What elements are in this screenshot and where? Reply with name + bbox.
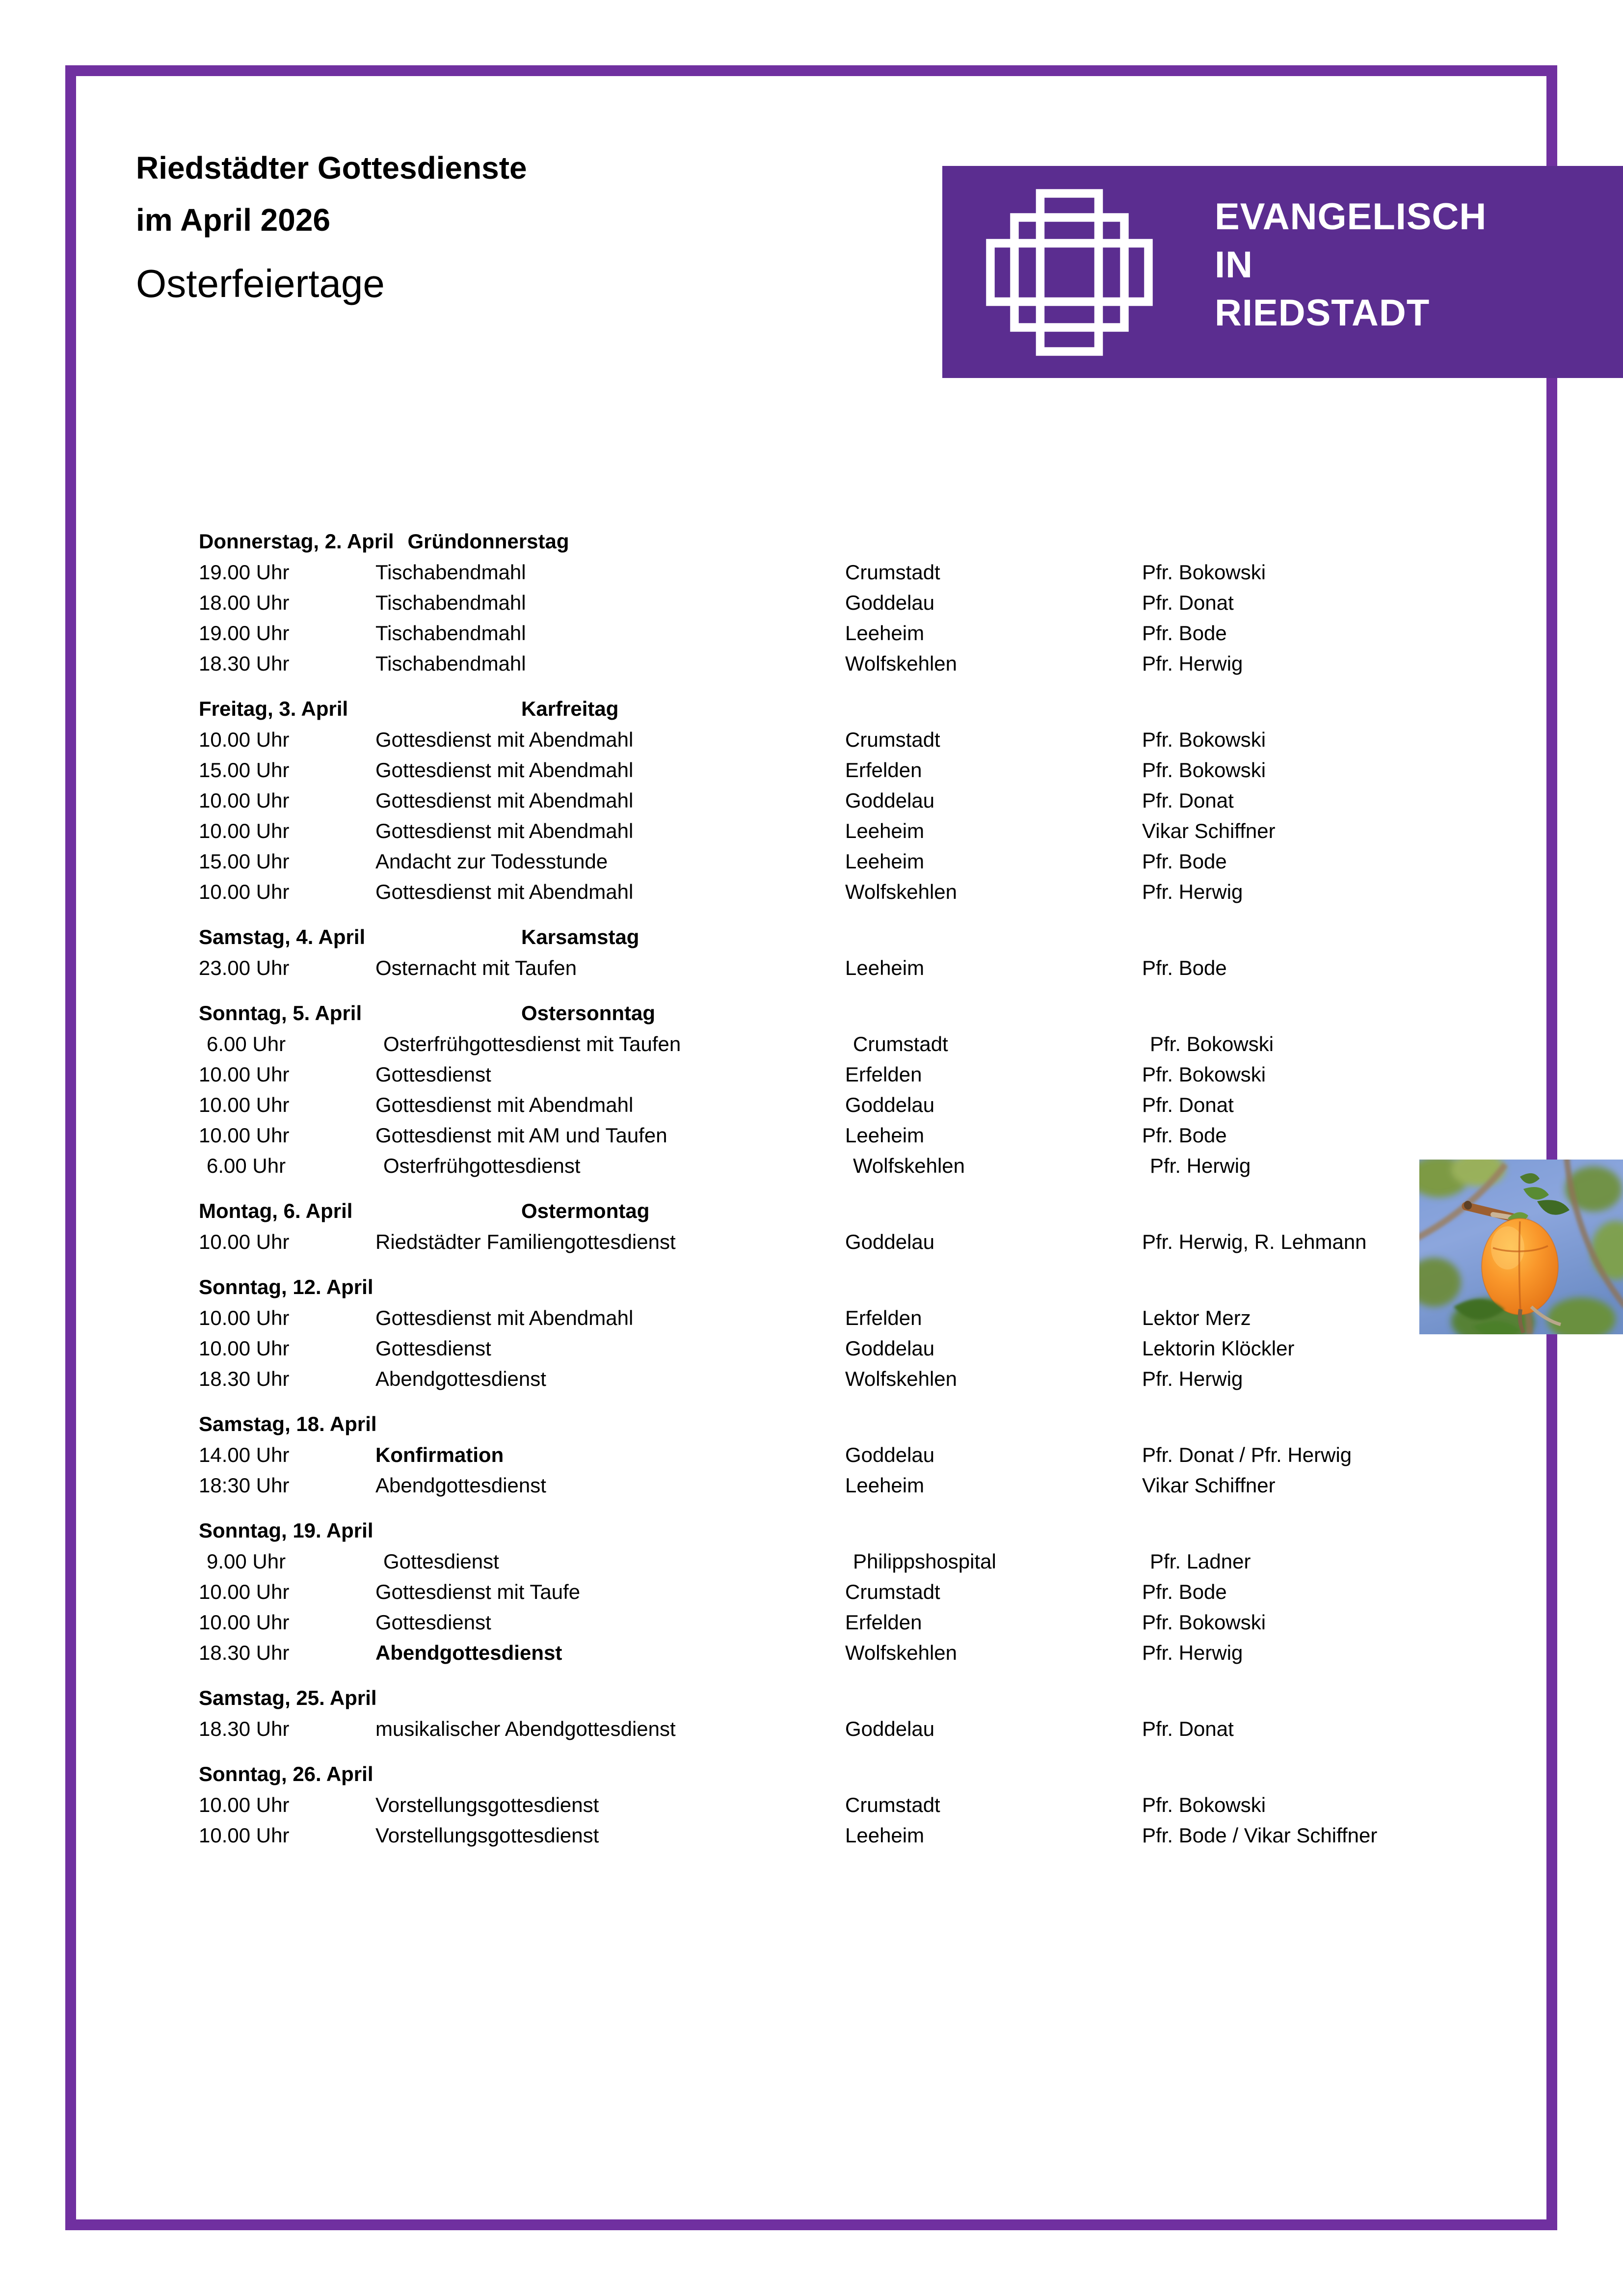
service-description: Gottesdienst [383,1550,499,1573]
service-description: Osterfrühgottesdienst [383,1154,581,1177]
service-leader: Pfr. Donat / Pfr. Herwig [1142,1443,1352,1466]
service-row [199,821,1563,851]
logo-line-2: IN [1215,244,1253,286]
service-time: 23.00 Uhr [199,956,290,979]
service-description: Gottesdienst mit AM und Taufen [375,1124,667,1147]
service-location: Wolfskehlen [845,652,958,675]
page-subtitle: im April 2026 [136,202,331,238]
day-date: Sonntag, 26. April [199,1762,373,1785]
service-leader: Pfr. Herwig [1142,880,1243,903]
service-time: 10.00 Uhr [199,1124,290,1147]
service-location: Wolfskehlen [845,880,958,903]
service-leader: Pfr. Bokowski [1142,561,1266,584]
service-time: 10.00 Uhr [199,1230,290,1253]
service-location: Leeheim [845,850,925,873]
service-description: Riedstädter Familiengottesdienst [375,1230,676,1253]
service-leader: Lektor Merz [1142,1306,1251,1329]
day-header [199,531,1563,552]
service-leader: Pfr. Herwig [1150,1154,1251,1177]
day-date: Samstag, 18. April [199,1412,377,1435]
service-leader: Pfr. Bode [1142,850,1227,873]
service-time: 10.00 Uhr [199,819,290,842]
service-location: Wolfskehlen [845,1641,958,1664]
day-header [199,1414,1563,1434]
service-row [199,958,1563,988]
day-block [199,1414,1563,1506]
service-description: Gottesdienst mit Abendmahl [375,1093,634,1116]
service-description: Gottesdienst mit Abendmahl [375,1306,634,1329]
service-leader: Pfr. Bokowski [1150,1032,1274,1055]
service-row [199,882,1563,912]
service-location: Goddelau [845,1443,935,1466]
service-schedule [199,531,1563,1856]
service-leader: Pfr. Bokowski [1142,758,1266,782]
service-location: Leeheim [845,819,925,842]
service-row [199,851,1563,882]
page-title: Riedstädter Gottesdienste [136,150,527,186]
service-row [199,1125,1563,1156]
service-row [199,562,1563,593]
service-location: Goddelau [845,789,935,812]
service-row [199,1475,1563,1506]
service-description: Tischabendmahl [375,652,526,675]
service-time: 18.30 Uhr [199,1367,290,1390]
service-row [199,1064,1563,1095]
service-leader: Pfr. Bokowski [1142,728,1266,751]
day-header [199,1277,1563,1297]
day-date: Sonntag, 12. April [199,1275,373,1298]
service-time: 10.00 Uhr [199,1063,290,1086]
service-leader: Pfr. Herwig [1142,1641,1243,1664]
service-row [199,593,1563,623]
service-time: 10.00 Uhr [199,880,290,903]
service-description: Gottesdienst mit Abendmahl [375,789,634,812]
service-description: Tischabendmahl [375,561,526,584]
service-leader: Pfr. Bokowski [1142,1793,1266,1816]
service-time: 10.00 Uhr [199,1306,290,1329]
service-location: Crumstadt [845,1580,940,1603]
service-leader: Pfr. Bode [1142,621,1227,645]
service-location: Goddelau [845,591,935,614]
service-description: Gottesdienst mit Abendmahl [375,758,634,782]
service-description: Vorstellungsgottesdienst [375,1793,599,1816]
interlocking-cross-icon [984,187,1155,358]
day-feast-name: Gründonnerstag [407,530,569,553]
service-leader: Pfr. Bode [1142,1124,1227,1147]
day-block [199,1688,1563,1749]
day-date: Sonntag, 5. April [199,1001,362,1025]
service-leader: Pfr. Bokowski [1142,1611,1266,1634]
day-block [199,1003,1563,1186]
service-time: 10.00 Uhr [199,1093,290,1116]
day-date: Freitag, 3. April [199,697,348,720]
service-location: Leeheim [845,1124,925,1147]
service-location: Wolfskehlen [853,1154,965,1177]
day-block [199,1201,1563,1262]
service-time: 15.00 Uhr [199,850,290,873]
service-location: Leeheim [845,1824,925,1847]
service-location: Erfelden [845,1306,922,1329]
service-row [199,1095,1563,1125]
section-title: Osterfeiertage [136,262,385,305]
service-row [199,1795,1563,1825]
service-leader: Pfr. Bode [1142,956,1227,979]
service-time: 10.00 Uhr [199,1337,290,1360]
service-description: Vorstellungsgottesdienst [375,1824,599,1847]
service-location: Wolfskehlen [845,1367,958,1390]
day-date: Montag, 6. April [199,1199,353,1222]
day-block [199,927,1563,988]
day-header [199,1201,1563,1221]
service-row [199,1338,1563,1369]
service-row [199,1719,1563,1749]
service-description: Gottesdienst mit Abendmahl [375,880,634,903]
service-row [199,760,1563,790]
day-header [199,927,1563,947]
service-description: Gottesdienst mit Taufe [375,1580,581,1603]
service-time: 10.00 Uhr [199,1793,290,1816]
service-row [199,653,1563,684]
service-location: Crumstadt [845,1793,940,1816]
service-location: Leeheim [845,1474,925,1497]
service-row [199,623,1563,653]
day-header [199,1688,1563,1708]
purple-page-border [65,65,1557,2230]
day-feast-name: Karfreitag [521,697,619,720]
service-leader: Pfr. Bode / Vikar Schiffner [1142,1824,1378,1847]
service-time: 10.00 Uhr [199,1611,290,1634]
service-leader: Pfr. Herwig [1142,1367,1243,1390]
service-row [199,1445,1563,1475]
service-leader: Vikar Schiffner [1142,1474,1276,1497]
day-header [199,1003,1563,1024]
service-description: Gottesdienst [375,1337,491,1360]
service-description: Gottesdienst [375,1063,491,1086]
service-location: Leeheim [845,956,925,979]
day-feast-name: Ostermontag [521,1199,650,1222]
service-location: Erfelden [845,1611,922,1634]
service-row [199,1232,1563,1262]
day-feast-name: Karsamstag [521,925,639,948]
service-location: Erfelden [845,758,922,782]
service-row [199,1308,1563,1338]
service-location: Leeheim [845,621,925,645]
logo-line-3: RIEDSTADT [1215,292,1430,334]
service-row [199,1156,1563,1186]
service-leader: Pfr. Donat [1142,591,1234,614]
service-row [199,1582,1563,1612]
service-description: musikalischer Abendgottesdienst [375,1717,676,1740]
day-header [199,1764,1563,1784]
service-row [199,1643,1563,1673]
service-location: Erfelden [845,1063,922,1086]
service-row [199,1551,1563,1582]
day-date: Donnerstag, 2. April [199,530,394,553]
service-time: 10.00 Uhr [199,1580,290,1603]
service-row [199,1034,1563,1064]
service-time: 6.00 Uhr [207,1032,286,1055]
service-description: Gottesdienst mit Abendmahl [375,728,634,751]
day-feast-name: Ostersonntag [521,1001,656,1025]
day-date: Samstag, 25. April [199,1686,377,1709]
service-description: Andacht zur Todesstunde [375,850,608,873]
day-date: Sonntag, 19. April [199,1519,373,1542]
service-description: Gottesdienst mit Abendmahl [375,819,634,842]
service-location: Goddelau [845,1337,935,1360]
service-row [199,1825,1563,1856]
service-leader: Pfr. Ladner [1150,1550,1251,1573]
service-time: 15.00 Uhr [199,758,290,782]
service-description: Osterfrühgottesdienst mit Taufen [383,1032,681,1055]
easter-egg-photo [1419,1160,1623,1334]
service-leader: Lektorin Klöckler [1142,1337,1295,1360]
service-time: 9.00 Uhr [207,1550,286,1573]
service-leader: Vikar Schiffner [1142,819,1276,842]
page-content-area [87,87,1536,2209]
service-time: 18:30 Uhr [199,1474,290,1497]
service-time: 10.00 Uhr [199,1824,290,1847]
service-leader: Pfr. Herwig [1142,652,1243,675]
service-location: Crumstadt [845,561,940,584]
service-description: Osternacht mit Taufen [375,956,577,979]
service-description: Abendgottesdienst [375,1474,546,1497]
service-time: 18.30 Uhr [199,652,290,675]
header-title-block [136,152,872,303]
day-block [199,1764,1563,1856]
service-location: Goddelau [845,1093,935,1116]
service-location: Philippshospital [853,1550,996,1573]
service-location: Crumstadt [845,728,940,751]
service-time: 18.00 Uhr [199,591,290,614]
day-block [199,1277,1563,1399]
service-time: 19.00 Uhr [199,561,290,584]
service-leader: Pfr. Bode [1142,1580,1227,1603]
service-description: Gottesdienst [375,1611,491,1634]
service-leader: Pfr. Donat [1142,1093,1234,1116]
day-block [199,699,1563,912]
service-leader: Pfr. Bokowski [1142,1063,1266,1086]
logo-wordmark [1215,193,1617,337]
service-leader: Pfr. Herwig, R. Lehmann [1142,1230,1367,1253]
service-row [199,1369,1563,1399]
service-time: 10.00 Uhr [199,728,290,751]
service-row [199,790,1563,821]
service-description: Tischabendmahl [375,591,526,614]
service-time: 18.30 Uhr [199,1641,290,1664]
service-time: 6.00 Uhr [207,1154,286,1177]
day-block [199,1520,1563,1673]
service-leader: Pfr. Donat [1142,1717,1234,1740]
service-description: Tischabendmahl [375,621,526,645]
service-description: Abendgottesdienst [375,1641,562,1664]
day-header [199,699,1563,719]
service-description: Konfirmation [375,1443,504,1466]
service-location: Goddelau [845,1230,935,1253]
service-location: Goddelau [845,1717,935,1740]
service-location: Crumstadt [853,1032,948,1055]
service-time: 18.30 Uhr [199,1717,290,1740]
logo-line-1: EVANGELISCH [1215,196,1487,238]
day-header [199,1520,1563,1541]
service-row [199,1612,1563,1643]
service-time: 10.00 Uhr [199,789,290,812]
logo-banner [942,166,1623,378]
day-date: Samstag, 4. April [199,925,366,948]
day-block [199,531,1563,684]
service-row [199,729,1563,760]
service-leader: Pfr. Donat [1142,789,1234,812]
service-description: Abendgottesdienst [375,1367,546,1390]
service-time: 19.00 Uhr [199,621,290,645]
service-time: 14.00 Uhr [199,1443,290,1466]
